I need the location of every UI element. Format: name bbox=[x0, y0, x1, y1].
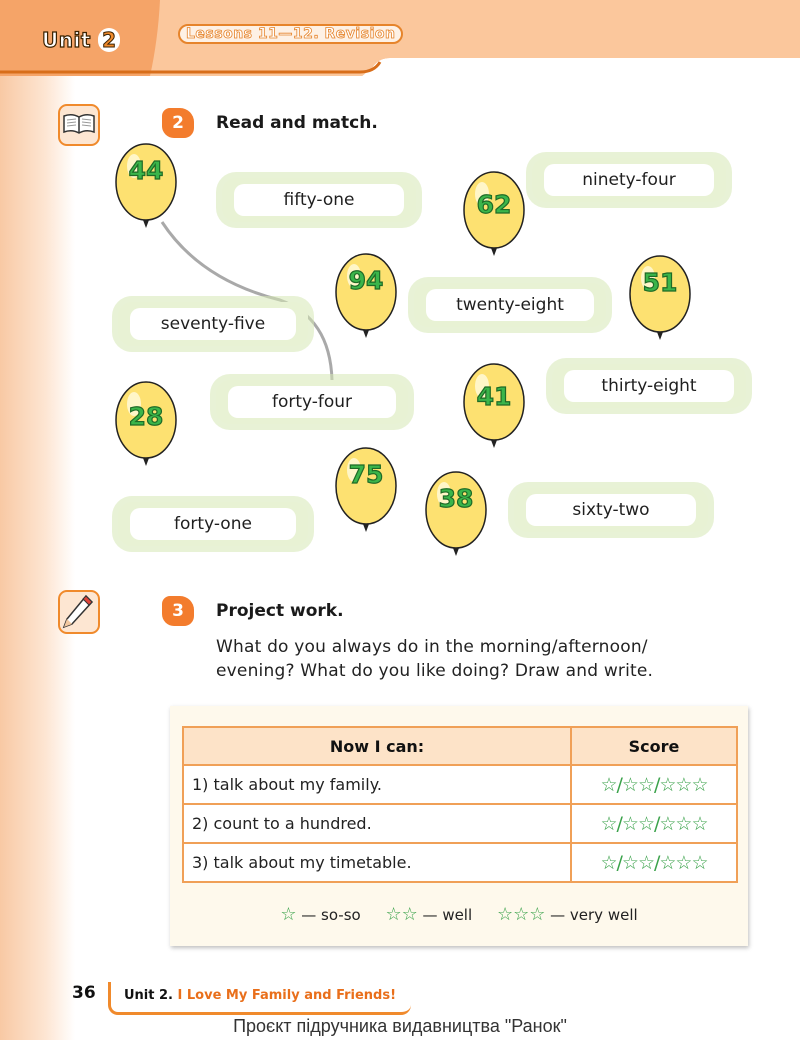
book-icon bbox=[58, 104, 100, 146]
table-row bbox=[183, 804, 737, 843]
balloon-41[interactable] bbox=[462, 362, 526, 454]
balloon-38[interactable] bbox=[424, 470, 488, 562]
footer-unit-title bbox=[124, 988, 396, 1003]
balloon-number: 75 bbox=[348, 460, 384, 489]
word-label[interactable] bbox=[118, 502, 308, 546]
word-text: forty-one bbox=[130, 508, 296, 540]
star-icon: ☆☆☆ bbox=[496, 904, 546, 925]
table-row bbox=[183, 765, 737, 804]
balloon-75[interactable] bbox=[334, 446, 398, 538]
star-icon: ☆ bbox=[280, 904, 297, 925]
word-label[interactable] bbox=[222, 178, 416, 222]
skill-text: 3) talk about my timetable. bbox=[183, 843, 571, 882]
pencil-icon bbox=[58, 590, 100, 634]
balloon-number: 94 bbox=[348, 266, 384, 295]
balloon-number: 41 bbox=[476, 382, 512, 411]
word-label[interactable] bbox=[118, 302, 308, 346]
skill-text: 1) talk about my family. bbox=[183, 765, 571, 804]
word-text: seventy-five bbox=[130, 308, 296, 340]
table-row bbox=[183, 843, 737, 882]
balloon-51[interactable] bbox=[628, 254, 692, 346]
balloon-44[interactable] bbox=[114, 142, 178, 234]
word-label[interactable] bbox=[414, 283, 606, 327]
header-score: Score bbox=[571, 727, 737, 765]
page-number: 36 bbox=[72, 983, 96, 1003]
balloon-number: 44 bbox=[128, 156, 164, 185]
footer-unit: Unit 2. bbox=[124, 988, 173, 1003]
score-legend bbox=[170, 904, 748, 925]
table-header-row bbox=[183, 727, 737, 765]
word-text: thirty-eight bbox=[564, 370, 734, 402]
legend-item bbox=[497, 906, 638, 924]
exercise-2-title: Read and match. bbox=[216, 113, 378, 133]
assessment-table bbox=[182, 726, 738, 883]
legend-item bbox=[280, 906, 360, 924]
exercise-3-title: Project work. bbox=[216, 601, 344, 621]
unit-label: Unit bbox=[42, 28, 91, 52]
legend-label: — very well bbox=[550, 906, 638, 924]
balloon-number: 62 bbox=[476, 190, 512, 219]
word-text: fifty-one bbox=[234, 184, 404, 216]
word-label[interactable] bbox=[552, 364, 746, 408]
self-assessment-box bbox=[170, 706, 748, 946]
left-margin-strip bbox=[0, 0, 75, 1040]
word-label[interactable] bbox=[532, 158, 726, 202]
word-text: ninety-four bbox=[544, 164, 714, 196]
balloon-number: 28 bbox=[128, 402, 164, 431]
legend-label: — well bbox=[422, 906, 473, 924]
project-instructions: What do you always do in the morning/afternoon/ evening? What do you like doing? Draw and write. bbox=[216, 637, 654, 681]
balloon-number: 38 bbox=[438, 484, 474, 513]
balloon-28[interactable] bbox=[114, 380, 178, 472]
balloon-number: 51 bbox=[642, 268, 678, 297]
legend-label: — so-so bbox=[301, 906, 361, 924]
skill-text: 2) count to a hundred. bbox=[183, 804, 571, 843]
balloon-94[interactable] bbox=[334, 252, 398, 344]
star-score[interactable]: ☆/☆☆/☆☆☆ bbox=[571, 765, 737, 804]
balloon-62[interactable] bbox=[462, 170, 526, 262]
header-now-i-can: Now I can: bbox=[183, 727, 571, 765]
exercise-2-number: 2 bbox=[162, 108, 194, 138]
word-text: forty-four bbox=[228, 386, 396, 418]
word-label[interactable] bbox=[216, 380, 408, 424]
star-score[interactable]: ☆/☆☆/☆☆☆ bbox=[571, 804, 737, 843]
unit-badge bbox=[42, 28, 120, 52]
star-icon: ☆☆ bbox=[385, 904, 418, 925]
lessons-label: Lessons 11—12. Revision bbox=[178, 24, 403, 44]
word-label[interactable] bbox=[514, 488, 708, 532]
exercise-3-number: 3 bbox=[162, 596, 194, 626]
word-text: twenty-eight bbox=[426, 289, 594, 321]
unit-number: 2 bbox=[98, 28, 120, 52]
word-text: sixty-two bbox=[526, 494, 696, 526]
footer-subtitle: I Love My Family and Friends! bbox=[177, 988, 397, 1003]
page-header bbox=[0, 0, 800, 78]
watermark: Проєкт підручника видавництва "Ранок" bbox=[233, 1016, 567, 1036]
star-score[interactable]: ☆/☆☆/☆☆☆ bbox=[571, 843, 737, 882]
legend-item bbox=[385, 906, 472, 924]
